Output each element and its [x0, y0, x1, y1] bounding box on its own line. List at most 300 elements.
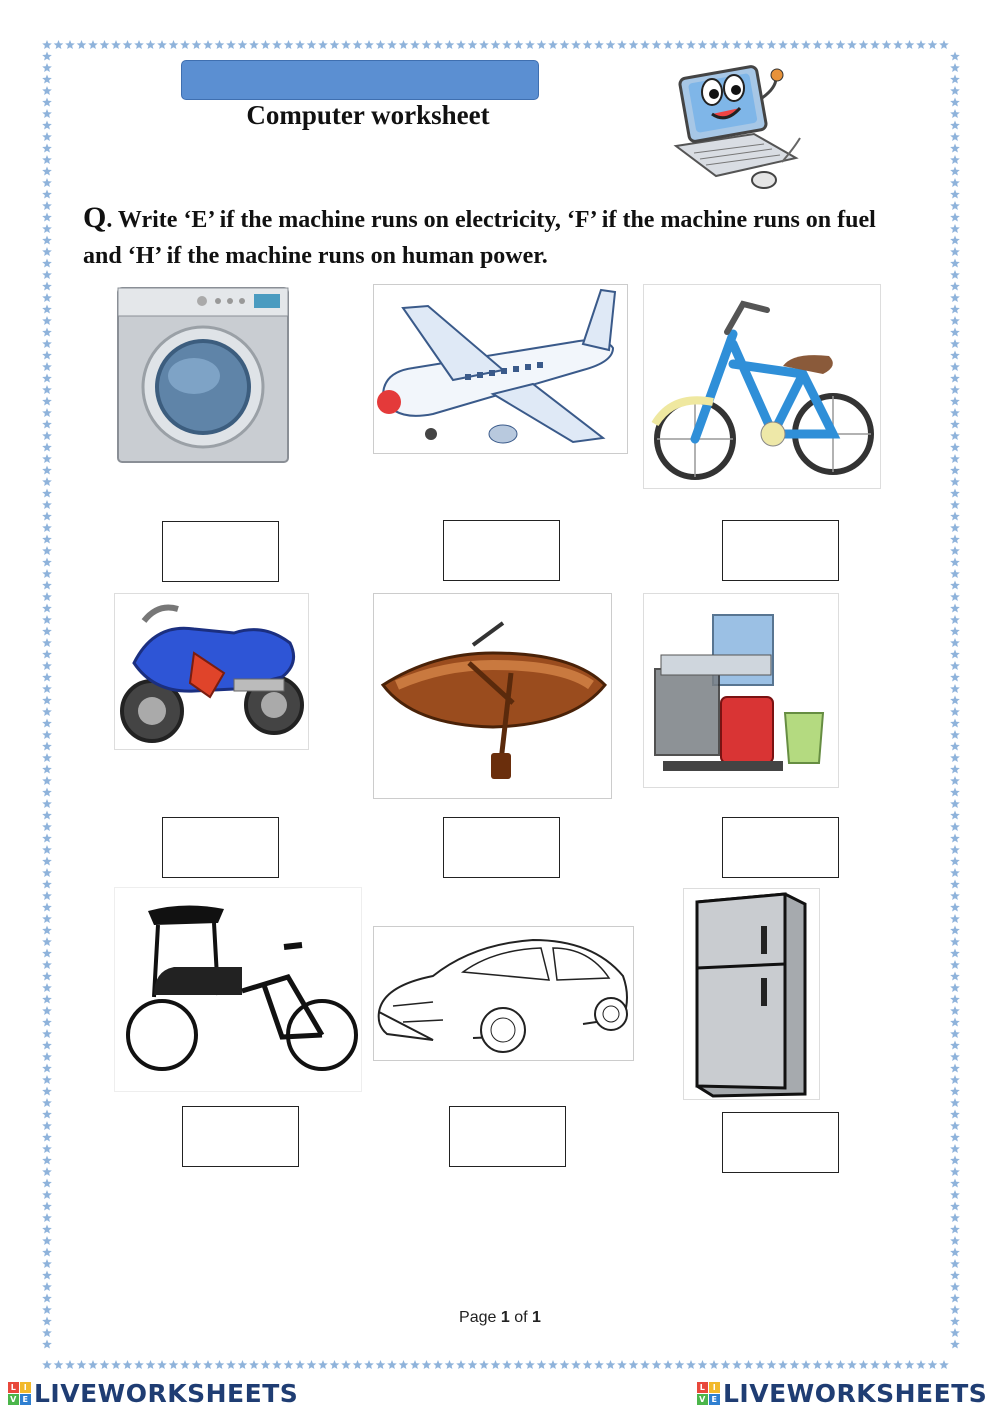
border-star-icon [123, 40, 133, 49]
border-star-icon [42, 431, 52, 440]
motorcycle-picture [114, 593, 309, 750]
border-star-icon [445, 40, 455, 49]
border-star-icon [698, 40, 708, 49]
answer-box-bicycle[interactable] [722, 520, 839, 581]
border-star-icon [42, 1328, 52, 1337]
border-star-icon [42, 489, 52, 498]
border-star-icon [65, 40, 75, 49]
border-star-icon [42, 178, 52, 187]
border-star-icon [42, 937, 52, 946]
border-star-icon [928, 40, 938, 49]
car-picture [373, 926, 634, 1061]
border-star-icon [491, 40, 501, 49]
border-star-icon [42, 408, 52, 417]
border-star-icon [387, 1360, 397, 1369]
border-star-icon [42, 339, 52, 348]
border-star-icon [215, 1360, 225, 1369]
question-text: . Write ‘E’ if the machine runs on electricity, ‘F’ if the machine runs on fuel and ‘H’ if the machine runs on human power. [83, 207, 876, 269]
border-star-icon [950, 121, 960, 130]
page-total: 1 [532, 1309, 541, 1326]
border-star-icon [950, 845, 960, 854]
border-star-icon [42, 604, 52, 613]
answer-box-airplane[interactable] [443, 520, 560, 581]
border-star-icon [134, 40, 144, 49]
border-star-icon [950, 627, 960, 636]
border-star-icon [640, 40, 650, 49]
border-star-icon [42, 880, 52, 889]
border-star-icon [950, 1294, 960, 1303]
border-star-icon [410, 1360, 420, 1369]
border-star-icon [42, 132, 52, 141]
border-star-icon [42, 696, 52, 705]
border-star-icon [42, 397, 52, 406]
border-star-icon [341, 1360, 351, 1369]
border-star-icon [42, 1213, 52, 1222]
border-star-icon [169, 1360, 179, 1369]
border-star-icon [514, 1360, 524, 1369]
border-star-icon [606, 1360, 616, 1369]
border-star-icon [744, 1360, 754, 1369]
border-star-icon [801, 40, 811, 49]
border-star-icon [950, 776, 960, 785]
border-star-icon [525, 40, 535, 49]
washing-machine-picture [114, 284, 292, 466]
border-star-icon [652, 40, 662, 49]
bicycle-picture [643, 284, 881, 489]
border-star-icon [950, 477, 960, 486]
border-star-icon [950, 339, 960, 348]
border-star-icon [77, 1360, 87, 1369]
border-star-icon [42, 1259, 52, 1268]
border-star-icon [950, 155, 960, 164]
border-star-icon [42, 374, 52, 383]
answer-box-rowing-boat[interactable] [443, 817, 560, 878]
liveworksheets-logo-left[interactable] [8, 1379, 298, 1408]
border-star-icon [950, 696, 960, 705]
border-star-icon [606, 40, 616, 49]
border-star-icon [42, 535, 52, 544]
border-star-icon [42, 926, 52, 935]
border-star-icon [192, 1360, 202, 1369]
border-star-icon [42, 155, 52, 164]
border-star-icon [146, 40, 156, 49]
border-star-icon [950, 305, 960, 314]
border-star-icon [790, 40, 800, 49]
border-star-icon [42, 98, 52, 107]
border-star-icon [42, 684, 52, 693]
border-star-icon [950, 765, 960, 774]
border-star-icon [548, 1360, 558, 1369]
border-star-icon [950, 374, 960, 383]
border-star-icon [939, 1360, 949, 1369]
border-star-icon [42, 121, 52, 130]
rowing-boat-picture [373, 593, 612, 799]
border-star-icon [755, 1360, 765, 1369]
border-star-icon [905, 40, 915, 49]
border-star-icon [778, 1360, 788, 1369]
border-star-icon [950, 1179, 960, 1188]
border-star-icon [950, 247, 960, 256]
border-star-icon [42, 903, 52, 912]
border-star-icon [410, 40, 420, 49]
answer-box-car[interactable] [449, 1106, 566, 1167]
border-star-icon [813, 40, 823, 49]
border-star-icon [42, 1006, 52, 1015]
border-star-icon [42, 615, 52, 624]
border-star-icon [950, 1190, 960, 1199]
border-star-icon [42, 868, 52, 877]
border-star-icon [950, 1236, 960, 1245]
border-star-icon [42, 512, 52, 521]
border-star-icon [238, 1360, 248, 1369]
border-star-icon [42, 1087, 52, 1096]
border-star-icon [560, 40, 570, 49]
border-star-icon [950, 1202, 960, 1211]
border-star-icon [42, 845, 52, 854]
border-star-icon [525, 1360, 535, 1369]
border-star-icon [732, 40, 742, 49]
border-star-icon [950, 282, 960, 291]
border-star-icon [238, 40, 248, 49]
border-star-icon [42, 1110, 52, 1119]
border-star-icon [939, 40, 949, 49]
border-star-icon [42, 52, 52, 61]
border-star-icon [950, 512, 960, 521]
page-word: Page [459, 1309, 497, 1326]
answer-box-juicer[interactable] [722, 817, 839, 878]
border-star-icon [42, 1167, 52, 1176]
border-star-icon [272, 40, 282, 49]
border-star-icon [950, 466, 960, 475]
border-star-icon [928, 1360, 938, 1369]
border-star-icon [950, 362, 960, 371]
border-star-icon [950, 63, 960, 72]
border-star-icon [950, 834, 960, 843]
border-star-icon [950, 86, 960, 95]
page-current: 1 [500, 1309, 510, 1326]
border-star-icon [42, 1098, 52, 1107]
border-star-icon [399, 40, 409, 49]
border-star-icon [950, 1225, 960, 1234]
border-star-icon [42, 1360, 52, 1369]
border-star-icon [42, 213, 52, 222]
border-star-icon [732, 1360, 742, 1369]
border-star-icon [42, 385, 52, 394]
border-star-icon [387, 40, 397, 49]
border-star-icon [42, 1052, 52, 1061]
border-star-icon [950, 270, 960, 279]
border-star-icon [950, 1156, 960, 1165]
border-star-icon [950, 684, 960, 693]
border-star-icon [261, 40, 271, 49]
border-star-icon [42, 995, 52, 1004]
border-star-icon [950, 1029, 960, 1038]
border-star-icon [42, 75, 52, 84]
border-star-icon [42, 834, 52, 843]
border-star-icon [950, 397, 960, 406]
border-star-icon [950, 1282, 960, 1291]
border-star-icon [42, 707, 52, 716]
border-star-icon [42, 1041, 52, 1050]
border-star-icon [950, 581, 960, 590]
border-star-icon [950, 167, 960, 176]
refrigerator-picture [683, 888, 820, 1100]
border-star-icon [950, 178, 960, 187]
border-star-icon [88, 40, 98, 49]
border-star-icon [950, 190, 960, 199]
border-star-icon [583, 1360, 593, 1369]
border-star-icon [42, 719, 52, 728]
border-star-icon [514, 40, 524, 49]
border-star-icon [686, 40, 696, 49]
border-star-icon [950, 857, 960, 866]
border-star-icon [42, 1202, 52, 1211]
border-star-icon [295, 1360, 305, 1369]
border-star-icon [950, 995, 960, 1004]
border-star-icon [180, 40, 190, 49]
border-star-icon [42, 546, 52, 555]
border-star-icon [950, 1006, 960, 1015]
border-star-icon [42, 420, 52, 429]
border-star-icon [42, 362, 52, 371]
border-star-icon [950, 880, 960, 889]
border-star-icon [675, 1360, 685, 1369]
border-star-icon [42, 730, 52, 739]
border-star-icon [318, 40, 328, 49]
border-star-icon [42, 776, 52, 785]
border-star-icon [54, 40, 64, 49]
border-star-icon [537, 40, 547, 49]
border-star-icon [950, 960, 960, 969]
border-star-icon [950, 489, 960, 498]
border-star-icon [950, 638, 960, 647]
border-star-icon [950, 1098, 960, 1107]
border-star-icon [950, 650, 960, 659]
border-star-icon [950, 788, 960, 797]
question-instruction [83, 200, 883, 274]
border-star-icon [950, 742, 960, 751]
border-star-icon [847, 1360, 857, 1369]
border-star-icon [42, 1190, 52, 1199]
border-star-icon [42, 1156, 52, 1165]
border-star-icon [42, 293, 52, 302]
border-star-icon [433, 40, 443, 49]
border-star-icon [950, 753, 960, 762]
border-star-icon [42, 1018, 52, 1027]
border-star-icon [364, 40, 374, 49]
border-star-icon [594, 1360, 604, 1369]
border-star-icon [824, 40, 834, 49]
border-star-icon [42, 40, 52, 49]
border-star-icon [341, 40, 351, 49]
border-star-icon [42, 109, 52, 118]
border-star-icon [307, 40, 317, 49]
border-star-icon [42, 1179, 52, 1188]
border-star-icon [353, 40, 363, 49]
border-star-icon [813, 1360, 823, 1369]
border-star-icon [950, 1328, 960, 1337]
border-star-icon [950, 891, 960, 900]
border-star-icon [950, 1087, 960, 1096]
border-star-icon [709, 40, 719, 49]
border-star-icon [950, 431, 960, 440]
border-star-icon [721, 1360, 731, 1369]
border-star-icon [950, 109, 960, 118]
border-star-icon [42, 661, 52, 670]
border-star-icon [42, 1271, 52, 1280]
border-star-icon [950, 937, 960, 946]
border-star-icon [675, 40, 685, 49]
border-star-icon [146, 1360, 156, 1369]
border-star-icon [950, 592, 960, 601]
border-star-icon [42, 811, 52, 820]
border-star-icon [42, 581, 52, 590]
border-star-icon [456, 1360, 466, 1369]
border-star-icon [950, 201, 960, 210]
border-star-icon [100, 40, 110, 49]
border-star-icon [42, 569, 52, 578]
border-star-icon [537, 1360, 547, 1369]
border-star-icon [859, 40, 869, 49]
border-star-icon [583, 40, 593, 49]
border-star-icon [42, 949, 52, 958]
border-star-icon [950, 730, 960, 739]
answer-box-motorcycle[interactable] [162, 817, 279, 878]
border-star-icon [950, 822, 960, 831]
border-star-icon [157, 1360, 167, 1369]
liveworksheets-logo-right[interactable] [697, 1379, 987, 1408]
border-star-icon [950, 1121, 960, 1130]
border-star-icon [42, 351, 52, 360]
border-star-icon [203, 1360, 213, 1369]
border-star-icon [203, 40, 213, 49]
border-star-icon [950, 385, 960, 394]
border-star-icon [422, 40, 432, 49]
border-star-icon [192, 40, 202, 49]
page-indicator [0, 1309, 1000, 1327]
border-star-icon [801, 1360, 811, 1369]
border-star-icon [42, 1236, 52, 1245]
border-star-icon [215, 40, 225, 49]
border-star-icon [950, 1064, 960, 1073]
title-banner [181, 60, 539, 100]
border-star-icon [42, 857, 52, 866]
border-star-icon [42, 558, 52, 567]
border-star-icon [950, 558, 960, 567]
border-star-icon [950, 1041, 960, 1050]
border-star-icon [617, 1360, 627, 1369]
border-star-icon [42, 328, 52, 337]
border-star-icon [882, 1360, 892, 1369]
border-star-icon [847, 40, 857, 49]
border-star-icon [950, 604, 960, 613]
border-star-icon [950, 1075, 960, 1084]
border-star-icon [640, 1360, 650, 1369]
border-star-icon [950, 719, 960, 728]
border-star-icon [42, 972, 52, 981]
border-star-icon [318, 1360, 328, 1369]
border-star-icon [42, 753, 52, 762]
border-star-icon [950, 615, 960, 624]
liveworksheets-badge-icon: L I V E [697, 1382, 720, 1405]
border-star-icon [721, 40, 731, 49]
border-star-icon [42, 788, 52, 797]
border-star-icon [364, 1360, 374, 1369]
border-star-icon [629, 40, 639, 49]
border-star-icon [950, 316, 960, 325]
border-star-icon [950, 546, 960, 555]
border-star-icon [42, 282, 52, 291]
border-star-icon [42, 86, 52, 95]
border-star-icon [42, 270, 52, 279]
border-star-icon [249, 40, 259, 49]
border-star-icon [42, 1248, 52, 1257]
border-star-icon [42, 1294, 52, 1303]
border-star-icon [42, 259, 52, 268]
border-star-icon [77, 40, 87, 49]
border-star-icon [42, 523, 52, 532]
border-star-icon [65, 1360, 75, 1369]
border-star-icon [686, 1360, 696, 1369]
border-star-icon [42, 316, 52, 325]
border-star-icon [42, 1133, 52, 1142]
border-star-icon [950, 949, 960, 958]
border-star-icon [836, 40, 846, 49]
border-star-icon [422, 1360, 432, 1369]
border-star-icon [893, 1360, 903, 1369]
border-star-icon [42, 1075, 52, 1084]
border-star-icon [54, 1360, 64, 1369]
border-star-icon [42, 1121, 52, 1130]
border-star-icon [42, 63, 52, 72]
border-star-icon [42, 167, 52, 176]
liveworksheets-wordmark-right: LIVEWORKSHEETS [723, 1379, 988, 1408]
border-star-icon [950, 811, 960, 820]
border-star-icon [42, 201, 52, 210]
border-star-icon [42, 983, 52, 992]
border-star-icon [42, 466, 52, 475]
border-star-icon [42, 638, 52, 647]
border-star-icon [778, 40, 788, 49]
border-star-icon [629, 1360, 639, 1369]
border-star-icon [950, 1248, 960, 1257]
border-star-icon [42, 592, 52, 601]
border-star-icon [42, 765, 52, 774]
border-star-icon [42, 454, 52, 463]
liveworksheets-wordmark-left: LIVEWORKSHEETS [34, 1379, 299, 1408]
border-star-icon [767, 1360, 777, 1369]
border-star-icon [950, 673, 960, 682]
answer-box-washing-machine[interactable] [162, 521, 279, 582]
border-star-icon [950, 1133, 960, 1142]
answer-box-refrigerator[interactable] [722, 1112, 839, 1173]
border-star-icon [479, 40, 489, 49]
border-star-icon [950, 224, 960, 233]
border-star-icon [950, 1340, 960, 1349]
border-star-icon [950, 1052, 960, 1061]
answer-box-cycle-rickshaw[interactable] [182, 1106, 299, 1167]
border-star-icon [42, 627, 52, 636]
border-star-icon [42, 1340, 52, 1349]
border-star-icon [893, 40, 903, 49]
border-star-icon [42, 650, 52, 659]
cycle-rickshaw-picture [114, 887, 362, 1092]
border-star-icon [134, 1360, 144, 1369]
border-star-icon [445, 1360, 455, 1369]
border-star-icon [42, 1225, 52, 1234]
border-star-icon [950, 535, 960, 544]
border-star-icon [663, 40, 673, 49]
